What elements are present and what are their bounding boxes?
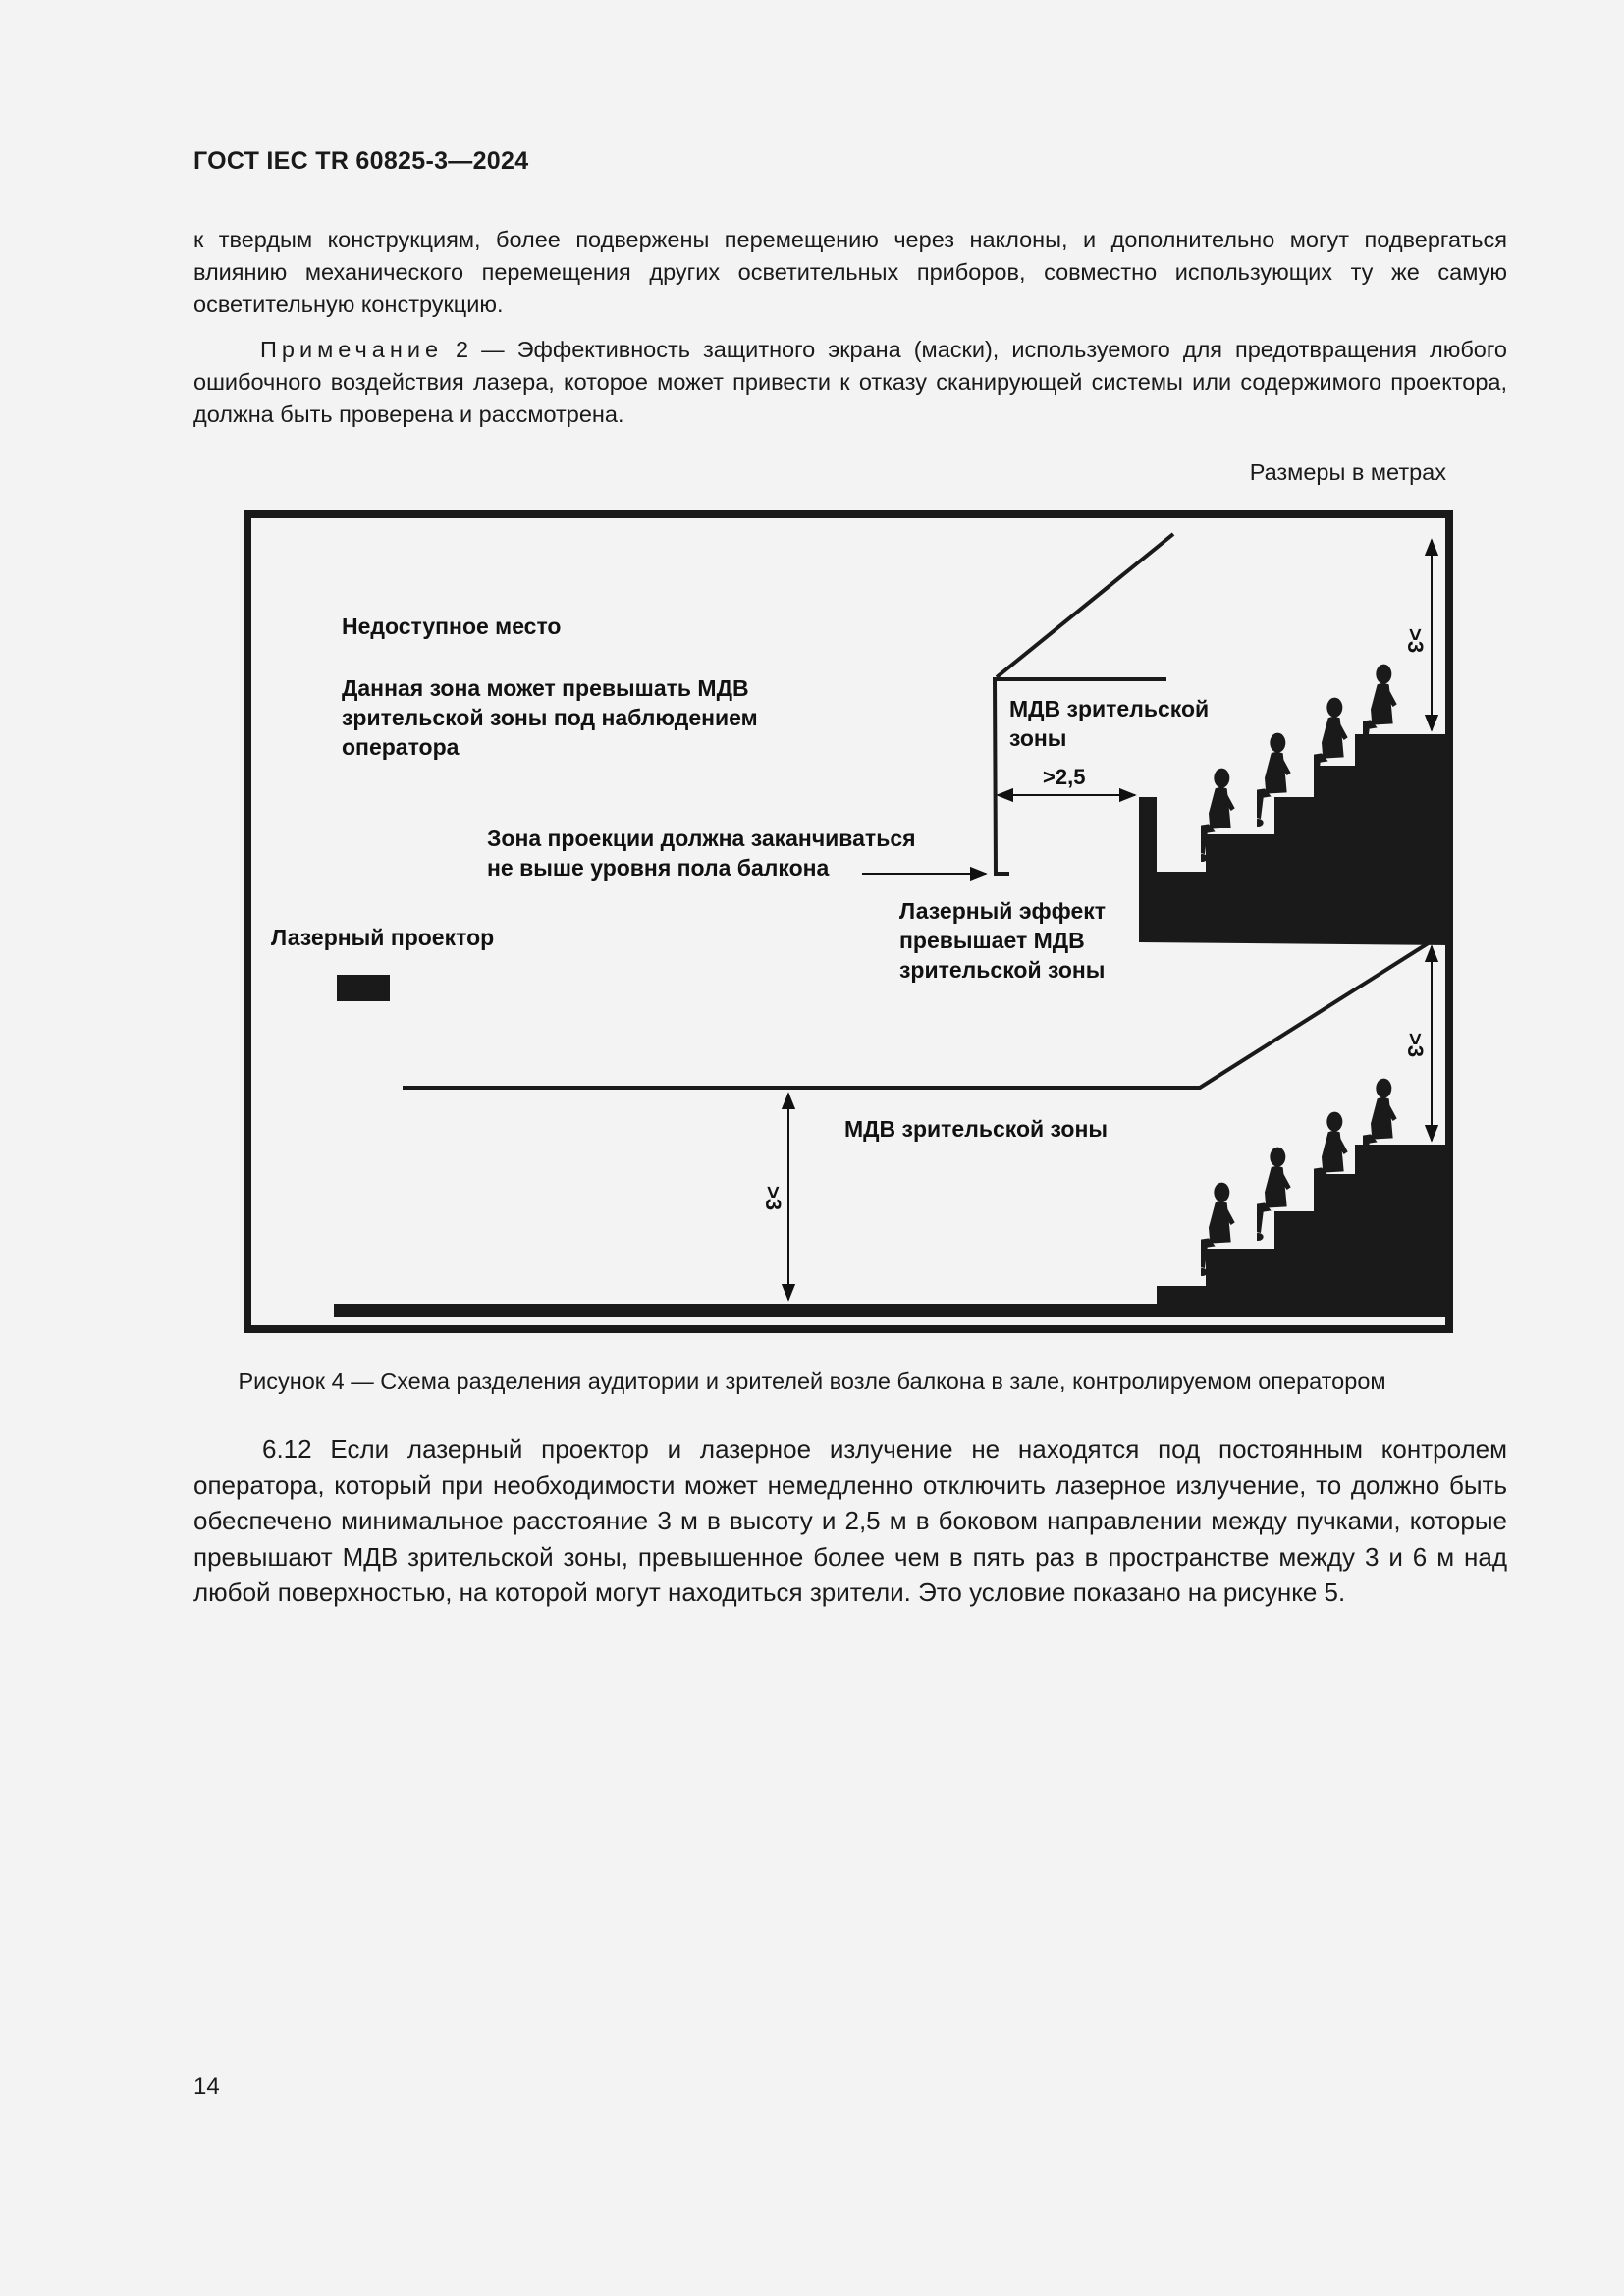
label-zone-1: Данная зона может превышать МДВ bbox=[342, 675, 749, 701]
dim-label-upper: >3 bbox=[1403, 628, 1428, 654]
note-label: Примечание bbox=[260, 337, 444, 362]
note-text: 2 — Эффективность защитного экрана (маски), используемого для предотвращения любого ошибочного воздействия лазера, которое может привести к отказу сканирующей системы или содержимого проектора, должна быть проверена и рассмотрена. bbox=[193, 337, 1507, 427]
page-number: 14 bbox=[193, 2073, 220, 2100]
units-note: Размеры в метрах bbox=[1249, 459, 1446, 485]
label-lower-mpe: МДВ зрительской зоны bbox=[844, 1116, 1108, 1142]
figure-caption: Рисунок 4 — Схема разделения аудитории и зрителей возле балкона в зале, контролируемом оператором bbox=[238, 1368, 1386, 1394]
lower-seating bbox=[1157, 1145, 1449, 1315]
balcony-ceiling-line bbox=[997, 534, 1173, 677]
label-zone-2: зрительской зоны под наблюдением bbox=[342, 705, 758, 730]
label-projection-2: не выше уровня пола балкона bbox=[487, 855, 830, 881]
label-inaccessible: Недоступное место bbox=[342, 614, 562, 639]
paragraph-6-12: 6.12 Если лазерный проектор и лазерное излучение не находятся под постоянным контролем оператора, который при необходимости может немедленно отключить лазерное излучение, то должно быть обеспечено минимальное расстояние 3 м в высоту и 2,5 м в боковом направлении между пучками, которые превышают МДВ зрительской зоны, превышенное более чем в пять раз в пространстве между 3 и 6 м над любой поверхностью, на которой могут находиться зрители. Это условие показано на рисунке 5. bbox=[193, 1434, 1507, 1607]
label-mpe-box-1: МДВ зрительской bbox=[1009, 696, 1210, 721]
dim-label-lower-right: >3 bbox=[1403, 1033, 1428, 1058]
lower-floor bbox=[334, 1304, 1449, 1317]
document-header: ГОСТ IEC TR 60825-3—2024 bbox=[193, 147, 529, 175]
label-effect-2: превышает МДВ bbox=[899, 928, 1085, 953]
label-effect-3: зрительской зоны bbox=[899, 957, 1106, 983]
paragraph-continuation: к твердым конструкциям, более подвержены перемещению через наклоны, и дополнительно могут подвергаться влиянию механического перемещения других осветительных приборов, совместно использующих ту же самую осветительную конструкцию. bbox=[193, 227, 1507, 317]
label-mpe-box-2: зоны bbox=[1009, 725, 1067, 751]
figure-4-diagram bbox=[244, 510, 1453, 1333]
label-projection-1: Зона проекции должна заканчиваться bbox=[487, 826, 916, 851]
label-projector: Лазерный проектор bbox=[271, 925, 495, 950]
note-paragraph bbox=[193, 334, 1507, 431]
label-effect-1: Лазерный эффект bbox=[899, 898, 1107, 924]
laser-projector-icon bbox=[337, 975, 390, 1001]
label-zone-3: оператора bbox=[342, 734, 460, 760]
gap-label: >2,5 bbox=[1043, 765, 1086, 789]
balcony-seating bbox=[1139, 734, 1449, 945]
dim-label-lower-left: >3 bbox=[761, 1186, 785, 1211]
